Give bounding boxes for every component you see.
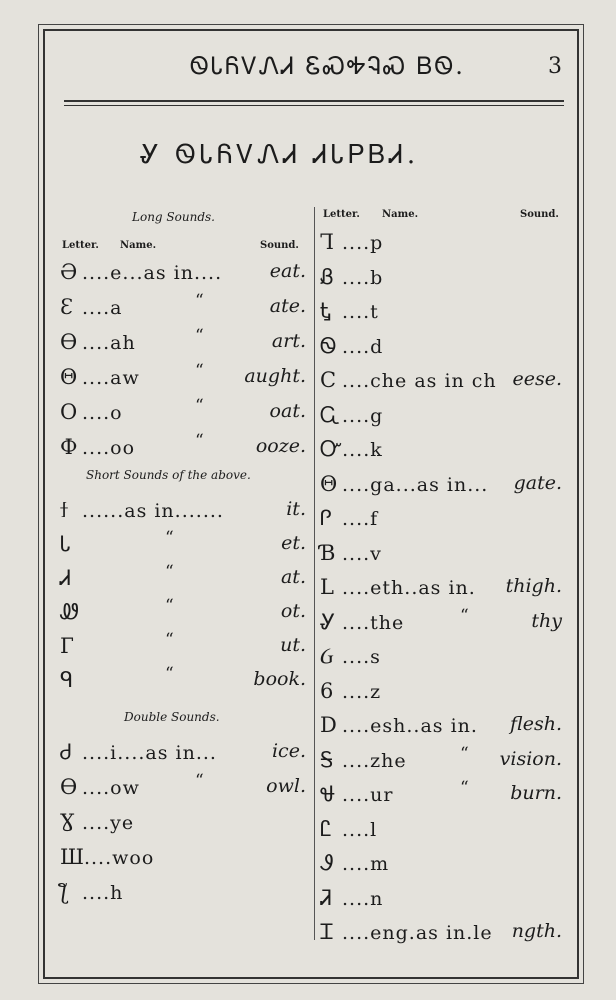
ditto-mark: “	[195, 291, 204, 311]
letter-name: ....zhe	[342, 749, 407, 772]
example-word: eese.	[512, 368, 562, 390]
short-sound-row	[60, 498, 224, 523]
ditto-mark: “	[460, 605, 469, 626]
long-sound-row	[60, 295, 123, 320]
consonant-row	[320, 265, 383, 290]
consonant-row	[320, 679, 381, 704]
ditto-mark: “	[165, 664, 174, 684]
consonant-row	[320, 817, 377, 842]
ditto-mark: “	[460, 743, 469, 764]
long-sound-row	[60, 400, 123, 425]
running-header: ᏫᏓᏲᏙᏁᏗ ᏋᏍᎭᎸᏍ ᏴᏫ.	[190, 52, 465, 80]
letter-name: ......as in.......	[82, 500, 224, 522]
ditto-mark: “	[195, 431, 204, 451]
header-rule-thick	[64, 100, 564, 102]
example-word: burn.	[510, 782, 562, 804]
double-sound-row	[60, 775, 140, 800]
consonant-row	[320, 748, 407, 773]
long-sound-row	[60, 260, 222, 285]
double-sound-row	[60, 845, 154, 870]
consonant-row	[320, 782, 393, 807]
letter-glyph: Ф	[60, 435, 78, 459]
example-word: it.	[286, 498, 306, 520]
letter-glyph: ƪ	[60, 880, 67, 904]
double-sound-row	[60, 740, 217, 765]
header-rule-thin	[64, 105, 564, 106]
letter-glyph: Ꮖ	[320, 920, 334, 944]
short-sounds-title: Short Sounds of the above.	[86, 468, 251, 482]
short-sound-row	[60, 566, 82, 591]
letter-glyph: Ɛ	[60, 295, 74, 319]
consonant-row	[320, 472, 488, 497]
example-word: et.	[281, 532, 306, 554]
consonant-row	[320, 851, 389, 876]
consonant-row	[320, 886, 383, 911]
letter-glyph: Θ	[320, 471, 338, 496]
example-word: ooze.	[255, 435, 306, 457]
double-sound-row	[60, 810, 134, 835]
example-word: ate.	[269, 295, 306, 317]
letter-glyph: Ꮺ	[60, 600, 79, 624]
letter-glyph: Ə	[60, 260, 78, 284]
letter-name: ....z	[342, 680, 382, 703]
ditto-mark: “	[165, 596, 174, 616]
ditto-mark: “	[195, 771, 204, 791]
letter-glyph: Ꞁ	[320, 230, 334, 254]
right-header-letter: Letter.	[323, 209, 360, 220]
ditto-mark: “	[195, 361, 204, 381]
example-word: gate.	[513, 471, 562, 494]
letter-name: ....d	[342, 335, 384, 358]
letter-name: ....g	[342, 404, 384, 427]
letter-glyph: Ꮰ	[320, 782, 336, 806]
letter-glyph: Ᏽ	[320, 644, 334, 668]
letter-glyph: Ɣ	[60, 810, 75, 834]
letter-name: ....o	[82, 402, 123, 424]
right-header-name: Name.	[382, 209, 419, 220]
example-word: aught.	[244, 365, 306, 387]
consonant-row	[320, 403, 383, 428]
double-sound-row	[60, 880, 123, 905]
letter-glyph: Ꮻ	[320, 333, 337, 358]
letter-glyph: ᑫ	[60, 668, 74, 692]
letter-name: ....e...as in....	[82, 262, 223, 284]
letter-name: ....esh..as in.	[342, 715, 478, 737]
letter-glyph: 6	[320, 678, 334, 703]
letter-glyph: Ꮅ	[320, 506, 332, 530]
letter-glyph: Ᏸ	[320, 264, 334, 289]
example-word: ngth.	[511, 920, 562, 942]
consonant-row	[320, 334, 383, 359]
letter-name: ....t	[342, 301, 379, 323]
consonant-row	[320, 713, 478, 738]
page-number: 3	[548, 54, 562, 79]
letter-glyph: L	[320, 575, 334, 599]
example-word: oat.	[269, 400, 306, 422]
letter-name: ....eth..as in.	[342, 577, 476, 599]
letter-name: ....oo	[82, 437, 136, 459]
letter-glyph: Ꮣ	[60, 532, 71, 556]
example-word: thy	[531, 609, 562, 632]
column-divider	[314, 207, 315, 940]
letter-glyph: Ꮽ	[320, 851, 334, 875]
letter-name: ....l	[342, 818, 378, 841]
letter-glyph: O	[60, 400, 78, 424]
consonant-row	[320, 541, 382, 566]
letter-name: ....eng.as in.le	[342, 922, 493, 944]
letter-glyph: Ꮭ	[320, 816, 332, 841]
example-word: owl.	[266, 775, 306, 797]
letter-glyph: Ꮍ	[320, 609, 336, 634]
example-word: at.	[280, 566, 306, 588]
letter-name: ....a	[82, 297, 123, 319]
example-word: ice.	[271, 740, 306, 762]
long-sound-row	[60, 330, 136, 355]
ditto-mark: “	[195, 326, 204, 346]
letter-glyph: C	[320, 368, 337, 392]
ditto-mark: “	[165, 630, 174, 650]
ditto-mark: “	[165, 528, 174, 548]
letter-name: ....aw	[82, 367, 140, 389]
letter-name: ....f	[342, 508, 379, 530]
ditto-mark: “	[460, 778, 469, 798]
example-word: eat.	[269, 260, 306, 282]
letter-glyph: Ꮹ	[320, 402, 341, 427]
letter-name: ....che as in ch	[342, 370, 497, 392]
example-word: ot.	[280, 600, 306, 622]
page-heading: Ꮍ ᏫᏓᏲᏙᏁᏗ ᏗᏓᏢᏴᏗ.	[140, 140, 420, 170]
letter-glyph: Ꮧ	[60, 566, 71, 590]
example-word: thigh.	[505, 575, 562, 597]
consonant-row	[320, 506, 378, 531]
letter-name: ....ye	[82, 812, 135, 834]
left-header-sound: Sound.	[260, 240, 299, 251]
consonant-row	[320, 920, 493, 945]
consonant-row	[320, 230, 383, 255]
letter-name: ....m	[342, 853, 390, 875]
letter-name: ....ow	[82, 777, 140, 799]
long-sound-row	[60, 365, 140, 390]
example-word: flesh.	[510, 713, 562, 735]
letter-name: ....ga...as in...	[342, 473, 489, 496]
example-word: book.	[253, 668, 306, 690]
letter-name: ....i....as in...	[82, 742, 217, 764]
letter-glyph: Θ	[60, 365, 78, 389]
letter-glyph: ϯ	[60, 498, 69, 522]
consonant-row	[320, 299, 379, 324]
letter-name: ....ah	[82, 332, 136, 354]
example-word: ut.	[280, 634, 306, 656]
long-sounds-title: Long Sounds.	[132, 210, 215, 224]
letter-name: ....k	[342, 439, 383, 461]
double-sounds-title: Double Sounds.	[124, 710, 220, 724]
consonant-row	[320, 437, 383, 462]
letter-glyph: Ꮕ	[320, 437, 343, 461]
consonant-row	[320, 575, 476, 600]
letter-glyph: Ꭶ	[320, 747, 334, 772]
letter-glyph: Ɵ	[60, 330, 78, 354]
letter-name: ....v	[342, 542, 382, 565]
letter-name: ....n	[342, 887, 384, 910]
letter-name: ....the	[342, 611, 405, 634]
letter-glyph: Ꮏ	[320, 299, 332, 323]
consonant-row	[320, 368, 497, 393]
letter-name: ....ur	[342, 784, 394, 806]
letter-name: ....woo	[83, 847, 155, 869]
ditto-mark: “	[195, 396, 204, 416]
ditto-mark: “	[165, 562, 174, 582]
letter-glyph: Ꮨ	[320, 885, 332, 910]
example-word: vision.	[499, 747, 562, 770]
left-header-letter: Letter.	[62, 240, 99, 251]
left-header-name: Name.	[120, 240, 157, 251]
letter-glyph: Ɓ	[320, 540, 336, 565]
letter-glyph: Ɵ	[60, 775, 78, 799]
consonant-row	[320, 644, 381, 669]
long-sound-row	[60, 435, 135, 460]
letter-glyph: Ш	[60, 845, 84, 869]
letter-name: ....h	[82, 882, 124, 904]
letter-glyph: Ꮷ	[60, 740, 72, 764]
letter-glyph: D	[320, 713, 337, 737]
letter-name: ....b	[342, 266, 384, 289]
short-sound-row	[60, 600, 82, 625]
letter-name: ....p	[342, 232, 384, 254]
short-sound-row	[60, 634, 82, 659]
consonant-row	[320, 610, 404, 635]
right-header-sound: Sound.	[520, 209, 559, 220]
letter-name: ....s	[342, 646, 381, 668]
example-word: art.	[271, 330, 306, 352]
short-sound-row	[60, 668, 82, 693]
letter-glyph: Г	[60, 634, 74, 658]
short-sound-row	[60, 532, 82, 557]
